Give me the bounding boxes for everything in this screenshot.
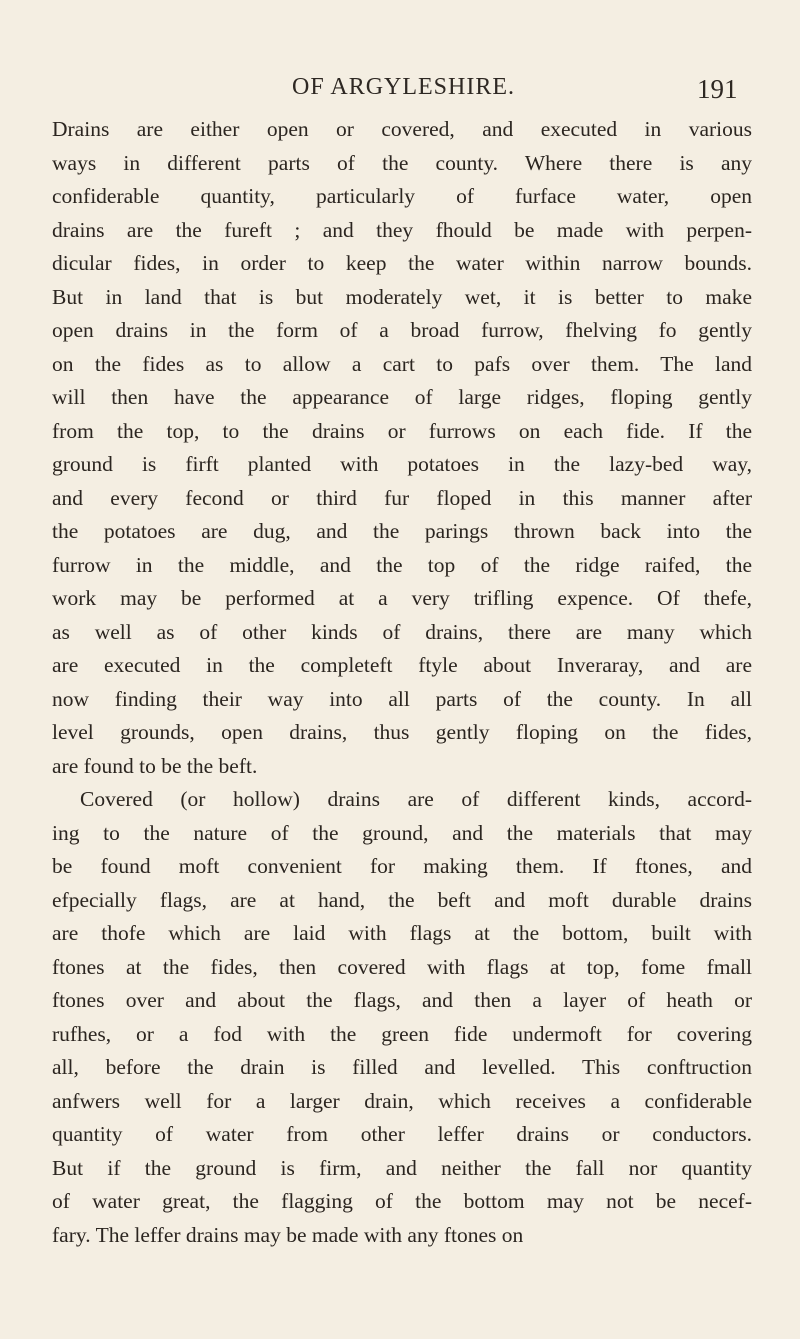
text-line: from the top, to the drains or furrows on each fide. If the <box>52 418 752 443</box>
running-head: OF ARGYLESHIRE. <box>292 74 516 100</box>
text-line: anfwers well for a larger drain, which receives a confiderable <box>52 1088 752 1113</box>
text-line: will then have the appearance of large ridges, floping gently <box>52 385 752 409</box>
page-number: 191 <box>697 74 738 104</box>
text-line: efpecially flags, are at hand, the beft and moft durable drains <box>52 887 752 912</box>
text-line: ways in different parts of the county. Where there is any <box>52 150 752 175</box>
page-header <box>0 74 800 114</box>
text-line: Drains are either open or covered, and executed in various <box>52 117 752 141</box>
text-line: on the fides as to allow a cart to pafs over them. The land <box>52 351 752 376</box>
text-line: of water great, the flagging of the bottom may not be necef- <box>52 1189 752 1213</box>
text-line: dicular fides, in order to keep the water within narrow bounds. <box>52 251 752 275</box>
text-line: But if the ground is firm, and neither the fall nor quantity <box>52 1155 752 1180</box>
text-line: fary. The leffer drains may be made with any ftones on <box>52 1222 524 1247</box>
text-line: ftones over and about the flags, and then a layer of heath or <box>52 988 752 1012</box>
text-line: rufhes, or a fod with the green fide undermoft for covering <box>52 1021 752 1046</box>
text-line: as well as of other kinds of drains, there are many which <box>52 619 752 644</box>
text-line: But in land that is but moderately wet, it is better to make <box>52 284 752 309</box>
text-line: now finding their way into all parts of the county. In all <box>52 686 752 711</box>
text-line: Covered (or hollow) drains are of different kinds, accord- <box>80 787 752 811</box>
text-line: ing to the nature of the ground, and the materials that may <box>52 820 752 845</box>
text-line: are found to be the beft. <box>52 753 258 778</box>
text-line: open drains in the form of a broad furrow, fhelving fo gently <box>52 318 752 342</box>
text-line: furrow in the middle, and the top of the ridge raifed, the <box>52 552 752 577</box>
text-line: are executed in the completeft ftyle about Inveraray, and are <box>52 653 752 677</box>
body-text <box>52 113 752 1252</box>
paragraph-open-drains <box>52 113 752 783</box>
text-line: ground is firft planted with potatoes in the lazy-bed way, <box>52 452 752 476</box>
text-line: are thofe which are laid with flags at the bottom, built with <box>52 921 752 945</box>
text-line: confiderable quantity, particularly of furface water, open <box>52 184 752 208</box>
text-line: level grounds, open drains, thus gently floping on the fides, <box>52 720 752 744</box>
text-line: the potatoes are dug, and the parings thrown back into the <box>52 519 752 543</box>
text-line: all, before the drain is filled and levelled. This conftruction <box>52 1055 752 1079</box>
text-line: and every fecond or third fur floped in this manner after <box>52 485 752 510</box>
text-line: work may be performed at a very trifling expence. Of thefe, <box>52 586 752 610</box>
text-line: drains are the fureft ; and they fhould be made with perpen- <box>52 217 752 242</box>
text-line: quantity of water from other leffer drains or conductors. <box>52 1122 752 1146</box>
text-line: ftones at the fides, then covered with flags at top, fome fmall <box>52 954 752 979</box>
text-line: be found moft convenient for making them. If ftones, and <box>52 854 752 878</box>
paragraph-covered-drains <box>52 783 752 1252</box>
